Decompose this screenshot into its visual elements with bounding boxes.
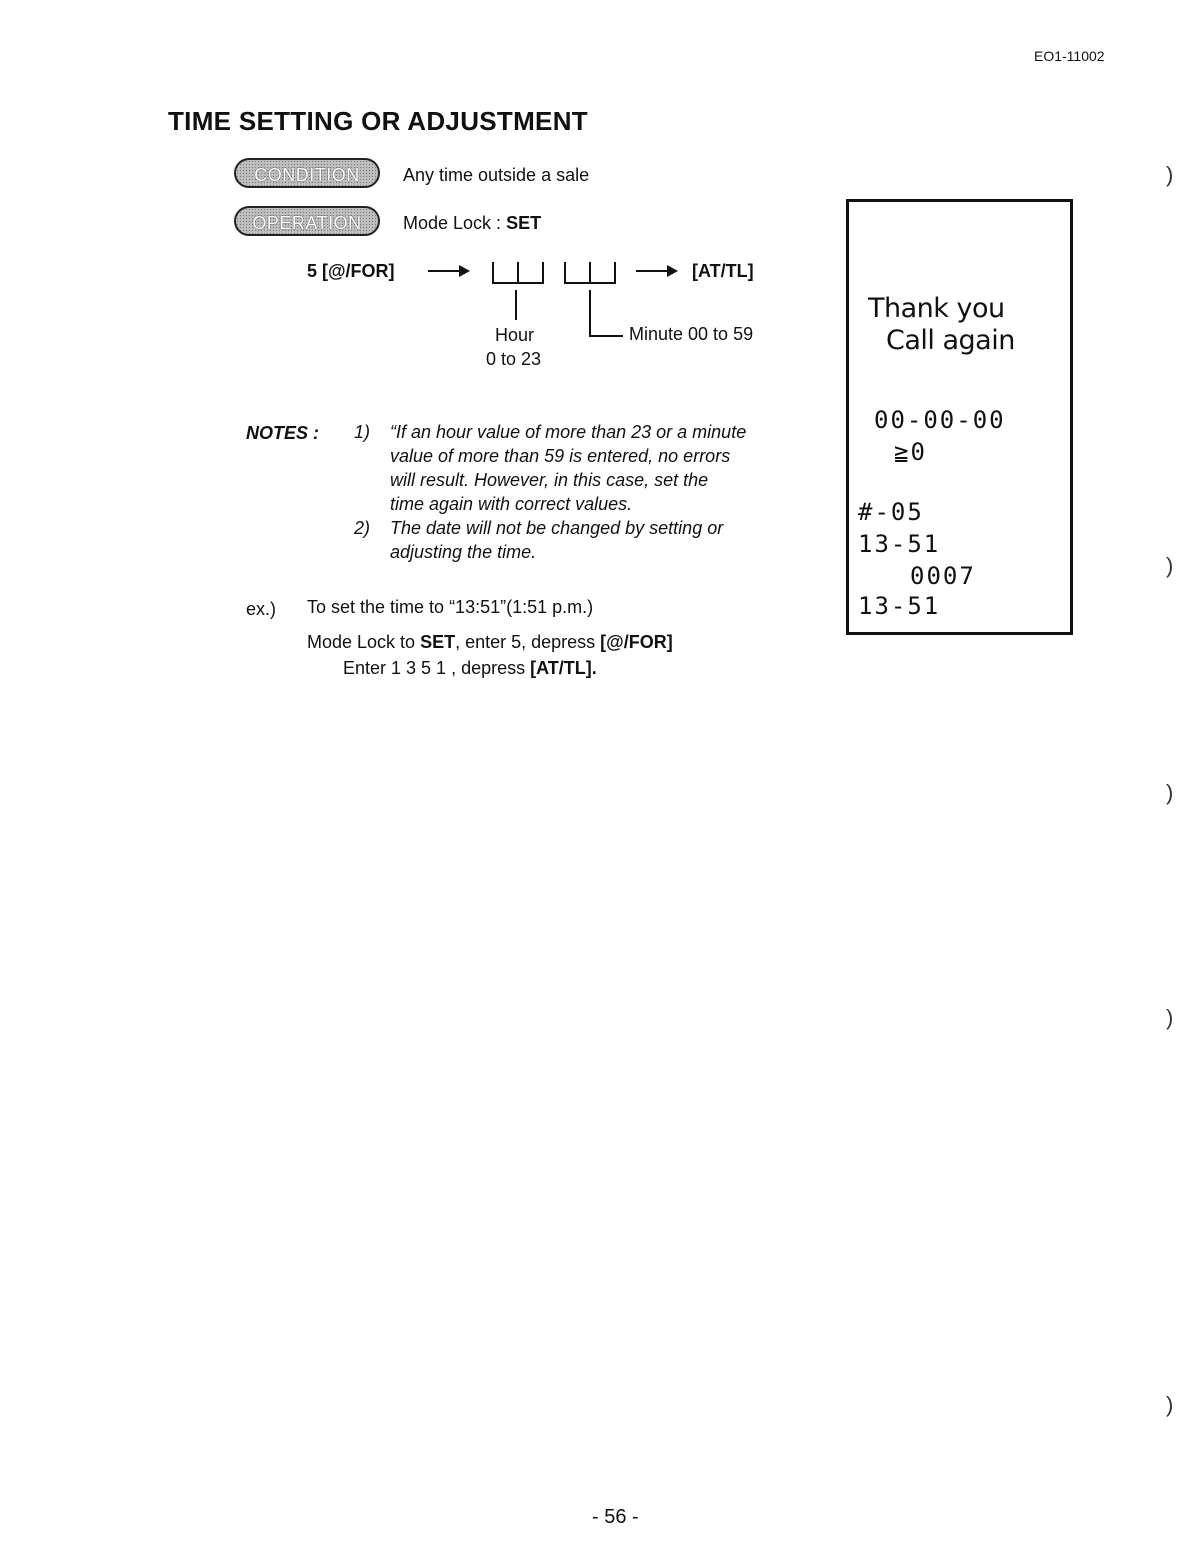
hour-leader-line [515,290,517,320]
minute-digit-boxes [564,262,616,284]
sequence-end-key: [AT/TL] [692,261,754,281]
note-2-text [390,516,830,564]
receipt-date: 00-00-00 [874,406,1006,434]
note-1-number: 1) [354,422,371,442]
condition-text: Any time outside a sale [403,165,590,185]
example-mode-set: SET [420,632,456,652]
binder-hole-mark: ) [1166,1392,1174,1417]
operation-badge: OPERATION [234,206,380,236]
example-text: Mode Lock to [307,632,421,652]
notes-label: NOTES : [246,423,320,443]
receipt-message-line-2: Call again [886,325,1015,356]
example-label: ex.) [246,599,277,619]
page-number: - 56 - [592,1506,639,1528]
operation-text [403,213,541,234]
note-line: value of more than 59 is entered, no errors [390,446,731,466]
example-line-1: To set the time to “13:51”(1:51 p.m.) [307,597,594,617]
hour-range: 0 to 23 [486,349,542,369]
document-id: EO1-11002 [1034,48,1105,64]
mode-lock-label: Mode Lock : [403,213,502,233]
note-2-number: 2) [354,518,371,538]
sequence-start-key: 5 [@/FOR] [307,261,395,281]
receipt-message-line-1: Thank you [868,293,1005,324]
hour-digit-boxes [492,262,544,284]
example-text: , enter 5, depress [455,632,601,652]
arrow-right-icon [636,270,676,272]
receipt-time-2: 13-51 [858,592,941,620]
example-text: Enter 1 3 5 1 , depress [343,658,531,678]
arrow-right-icon [428,270,468,272]
minute-leader-line-horizontal [589,335,623,337]
hour-label: Hour [495,325,535,345]
binder-hole-mark: ) [1166,553,1174,578]
note-line: will result. However, in this case, set the [390,470,709,490]
example-line-3 [343,658,597,679]
mode-lock-value: SET [506,213,542,233]
example-key: [@/FOR] [600,632,673,652]
receipt-time-1: 13-51 [858,530,941,558]
note-1-text [390,420,830,516]
receipt-count: 0007 [910,562,976,590]
page-title: TIME SETTING OR ADJUSTMENT [168,106,588,136]
minute-label: Minute 00 to 59 [629,324,754,344]
minute-leader-line [589,290,591,336]
binder-hole-mark: ) [1166,162,1174,187]
note-line: “If an hour value of more than 23 or a minute [390,422,747,442]
note-line: time again with correct values. [390,494,633,514]
receipt-code: ≧0 [894,438,927,466]
condition-badge: CONDITION [234,158,380,188]
example-key: [AT/TL]. [530,658,597,678]
example-line-2 [307,632,673,653]
binder-hole-mark: ) [1166,780,1174,805]
binder-hole-mark: ) [1166,1005,1174,1030]
receipt-consecutive-number: #-05 [858,498,924,526]
note-line: adjusting the time. [390,542,537,562]
note-line: The date will not be changed by setting or [390,518,724,538]
